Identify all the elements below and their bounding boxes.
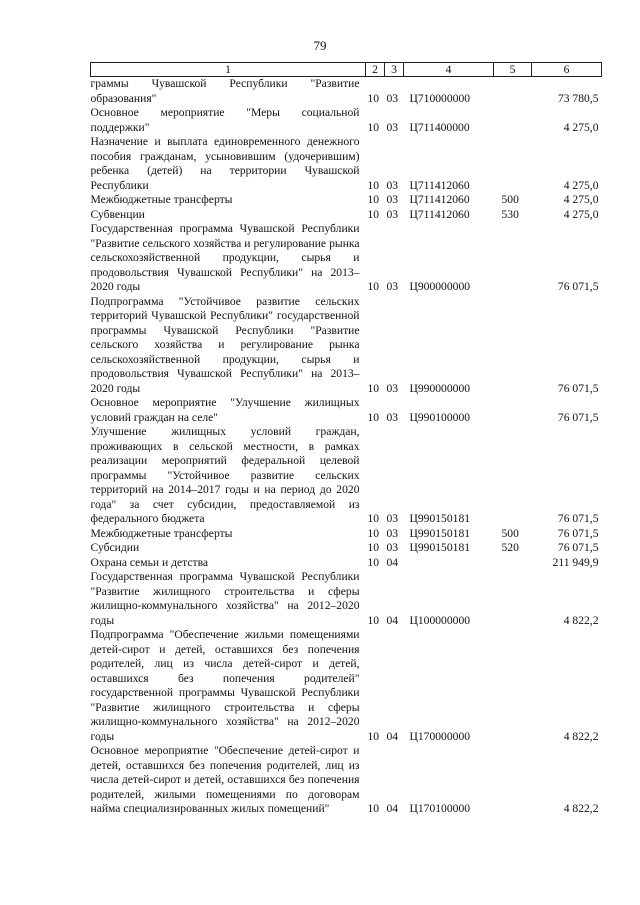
cell-amount: 76 071,5 (557, 526, 599, 540)
cell-target-article (404, 556, 494, 571)
cell-target-article: Ц711412060 (409, 178, 470, 192)
cell-name: Межбюджетные трансферты (90, 193, 233, 206)
cell-target-article: Ц170000000 (409, 729, 471, 743)
cell-name: Государственная программа Чувашской Республики "Развитие сельского хозяйства и регулирование рынка сельскохозяйственной продукции, сырья и продовольствия Чувашской Республики" на 2013–2020 годы (90, 222, 360, 293)
cell-expense-type (494, 570, 532, 628)
column-header-section: 2 (366, 63, 385, 77)
cell-amount: 76 071,5 (557, 541, 599, 554)
cell-expense-type (494, 744, 532, 817)
table-row (91, 295, 602, 397)
cell-subsection: 03 (386, 91, 399, 105)
cell-section: 10 (367, 410, 380, 424)
cell-amount: 4 822,2 (563, 613, 599, 627)
cell-subsection: 03 (386, 526, 399, 540)
cell-amount: 211 949,9 (552, 555, 599, 569)
cell-name: Подпрограмма "Обеспечение жильми помещениями детей-сирот и детей, оставшихся без попечения родителей, лиц из числа детей-сирот и детей, оставшихся без попечения родителей" государственной программы Чувашской Республики "Развитие жилищного строительства и сферы жилищно-коммунального хозяйства" на 2012–2020 годы (90, 628, 360, 743)
table-row (91, 396, 602, 425)
cell-expense-type (494, 77, 532, 107)
cell-section: 10 (367, 555, 380, 569)
cell-expense-type (494, 295, 532, 397)
table-row (91, 222, 602, 295)
cell-section: 10 (367, 178, 380, 192)
cell-name: Охрана семьи и детства (90, 555, 209, 569)
cell-expense-type (494, 556, 532, 571)
table-header-row (91, 63, 602, 77)
page-number: 79 (313, 38, 327, 53)
cell-subsection: 03 (386, 207, 399, 221)
table-row (91, 77, 602, 107)
cell-amount: 76 071,5 (557, 410, 599, 424)
cell-subsection: 04 (386, 613, 399, 627)
column-header-expense-type: 5 (494, 63, 532, 77)
cell-expense-type: 500 (501, 193, 519, 206)
cell-expense-type (494, 425, 532, 527)
cell-subsection: 04 (386, 555, 399, 569)
cell-name: Основное мероприятие "Улучшение жилищных условий граждан на селе" (90, 396, 360, 424)
cell-section: 10 (367, 613, 380, 627)
column-header-subsection: 3 (385, 63, 404, 77)
table-row (91, 425, 602, 527)
cell-subsection: 03 (386, 120, 399, 134)
budget-table (90, 62, 602, 817)
cell-target-article: Ц100000000 (409, 613, 471, 627)
cell-section: 10 (367, 802, 380, 815)
column-header-target-article: 4 (404, 63, 494, 77)
cell-name: Межбюджетные трансферты (90, 526, 233, 540)
cell-name: Основное мероприятие "Меры социальной поддержки" (90, 106, 360, 134)
cell-section: 10 (367, 120, 380, 134)
cell-subsection: 04 (386, 729, 399, 743)
cell-name: Субвенции (90, 207, 145, 221)
cell-target-article: Ц710000000 (409, 91, 471, 105)
cell-section: 10 (367, 526, 380, 540)
table-row (91, 570, 602, 628)
cell-section: 10 (367, 729, 380, 743)
column-header-amount: 6 (532, 63, 602, 77)
table-row (91, 628, 602, 744)
cell-name: Назначение и выплата единовременного денежного пособия гражданам, усыновившим (удочерившим) ребенка (детей) на территории Чувашской Республики (90, 135, 360, 192)
cell-target-article: Ц990000000 (409, 381, 471, 395)
cell-expense-type: 520 (501, 541, 519, 554)
cell-name: Государственная программа Чувашской Республики "Развитие жилищного строительства и сферы жилищно-коммунального хозяйства" на 2012–2020 годы (90, 570, 360, 627)
column-header-name: 1 (91, 63, 366, 77)
cell-name: Субсидии (90, 541, 140, 554)
cell-section: 10 (367, 193, 380, 206)
cell-amount: 76 071,5 (557, 280, 599, 293)
cell-amount: 4 275,0 (563, 120, 599, 134)
cell-amount: 76 071,5 (557, 381, 599, 395)
cell-target-article: Ц990150181 (409, 541, 471, 554)
table-row (91, 556, 602, 571)
table-row (91, 541, 602, 556)
table-row (91, 193, 602, 208)
cell-name: Улучшение жилищных условий граждан, проживающих в сельской местности, в рамках реализации мероприятий федеральной целевой программы "Устойчивое развитие сельских территорий на 2014–2017 годы и на период до 2020 года" за счет субсидии, предоставляемой из федерального бюджета (90, 425, 360, 525)
cell-amount: 4 275,0 (563, 178, 599, 192)
cell-expense-type (494, 106, 532, 135)
cell-target-article: Ц900000000 (409, 280, 471, 293)
cell-expense-type (494, 396, 532, 425)
cell-target-article: Ц990150181 (409, 512, 471, 525)
cell-section: 10 (367, 91, 380, 105)
cell-subsection: 03 (386, 410, 399, 424)
cell-target-article: Ц711412060 (409, 207, 470, 221)
cell-subsection: 03 (386, 512, 399, 525)
cell-subsection: 03 (386, 193, 399, 206)
cell-section: 10 (367, 207, 380, 221)
cell-section: 10 (367, 512, 380, 525)
table-body (91, 77, 602, 817)
cell-amount: 4 822,2 (563, 729, 599, 743)
cell-name: Подпрограмма "Устойчивое развитие сельских территорий Чувашской Республики" государственной программы Чувашской Республики "Развитие сельского хозяйства и регулирование рынка сельскохозяйственной продукции, сырья и продовольствия Чувашской Республики" на 2013–2020 годы (90, 294, 360, 395)
cell-target-article: Ц990150181 (409, 526, 471, 540)
cell-name: Основное мероприятие "Обеспечение детей-сирот и детей, оставшихся без попечения родителей, лиц из числа детей-сирот и детей, оставшихся без попечения родителей, жилыми помещениями по договорам найма специализированных жилых помещений" (90, 744, 360, 815)
cell-target-article: Ц711412060 (409, 193, 470, 206)
cell-expense-type (494, 135, 532, 193)
cell-section: 10 (367, 541, 380, 554)
cell-target-article: Ц711400000 (409, 120, 470, 134)
cell-subsection: 03 (386, 280, 399, 293)
cell-section: 10 (367, 280, 380, 293)
cell-expense-type (494, 628, 532, 744)
cell-amount: 76 071,5 (557, 512, 599, 525)
cell-expense-type: 500 (501, 526, 519, 540)
cell-expense-type (494, 222, 532, 295)
table-row (91, 744, 602, 817)
cell-target-article: Ц990100000 (409, 410, 471, 424)
cell-amount: 73 780,5 (557, 91, 599, 105)
table-row (91, 106, 602, 135)
cell-name: граммы Чувашской Республики "Развитие образования" (90, 77, 360, 105)
cell-target-article: Ц170100000 (409, 802, 471, 815)
table-row (91, 527, 602, 542)
cell-subsection: 03 (386, 178, 399, 192)
cell-subsection: 03 (386, 381, 399, 395)
table-row (91, 208, 602, 223)
cell-subsection: 04 (386, 802, 399, 815)
cell-subsection: 03 (386, 541, 399, 554)
table-row (91, 135, 602, 193)
cell-section: 10 (367, 381, 380, 395)
cell-amount: 4 275,0 (563, 193, 599, 206)
cell-amount: 4 275,0 (563, 207, 599, 221)
cell-expense-type: 530 (501, 207, 519, 221)
cell-amount: 4 822,2 (563, 802, 599, 815)
